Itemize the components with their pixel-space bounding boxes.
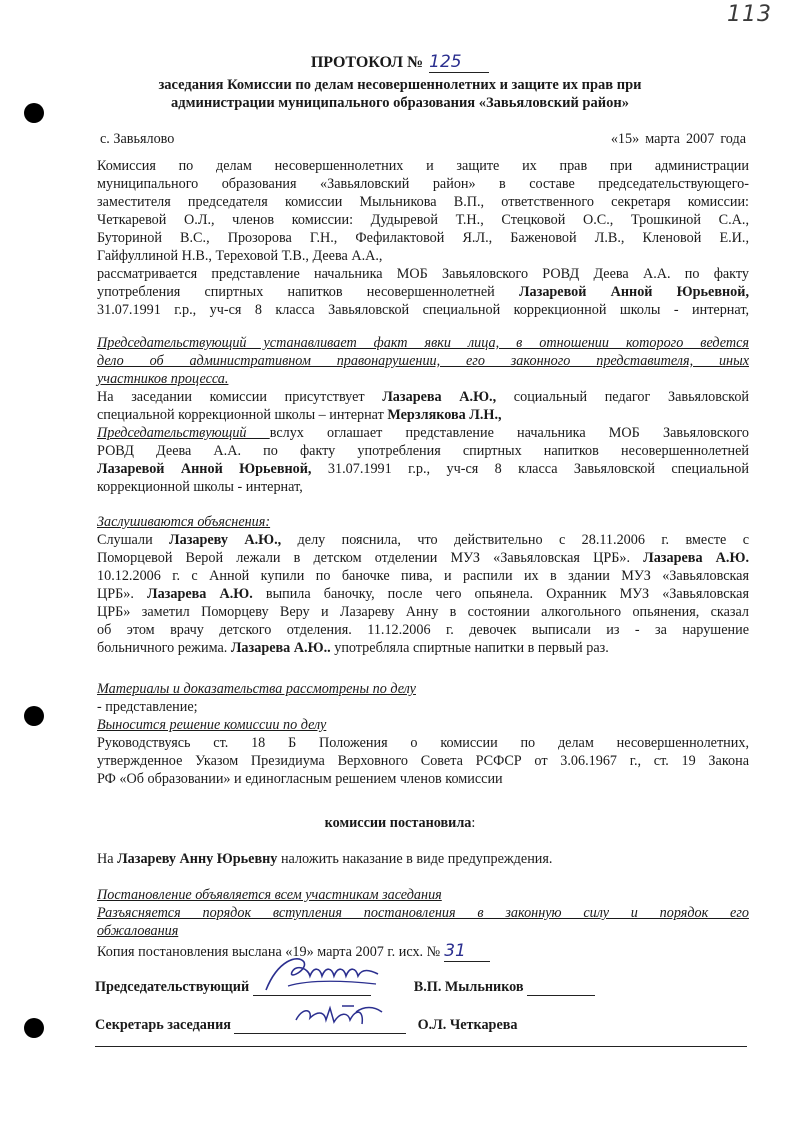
text-line: коррекционной школы - интернат, [97,479,303,495]
text-span: 31.07.1991 г.р., уч-ся 8 класса Завьяловской специальной [311,461,749,477]
person-name: Лазарева А.Ю. [147,586,253,602]
text-line [97,406,749,424]
text-line [97,549,749,567]
title-text: ПРОТОКОЛ № [310,54,424,71]
text-line: Комиссия по делам несовершеннолетних и защите их прав при администрации [97,158,749,174]
text-line [97,531,749,549]
chair-label: Председательствующий [95,979,250,995]
role-heading: Председательствующий [97,425,270,441]
person-name: Лазарева А.Ю.. [230,640,331,656]
text-line [97,388,749,406]
document-subtitle [0,76,800,112]
page-number-handwritten: 113 [727,2,772,27]
place: с. Завьялово [100,131,175,147]
section-heading: Материалы и доказательства рассмотрены по делу [97,681,416,697]
date-suffix: года [720,131,746,147]
text-span: На [97,851,118,867]
text-span: делу пояснила, что действительно с 28.11.2006 г. вместе с [281,532,750,548]
person-name: Лазарева А.Ю. [643,550,749,566]
text-line [97,850,749,868]
text-line [97,460,749,478]
text-line: муниципального образования «Завьяловский район» в составе председательствующего- [97,176,749,192]
person-name: Лазаревой Анной Юрьевной, [97,461,312,477]
text-line: РОВД Деева А.А. по факту употребления спиртных напитков несовершеннолетней [97,443,749,459]
meeting-date [605,130,746,148]
protocol-number-field [429,53,489,73]
hearing-section [97,513,749,657]
person-name: Лазареву Анну Юрьевну [117,851,278,867]
text-line: об этом врачу детского отделения. 11.12.2006 г. девочек выписали из - за нарушение [97,622,749,638]
secretary-name: О.Л. Четкарева [417,1017,518,1033]
section-heading: обжалования [97,923,179,939]
announce-section [97,886,749,940]
text-span: социальный педагог Завьяловской [496,389,750,405]
text-span: ЦРБ». [97,586,147,602]
copy-text: Копия постановления выслана «19» марта 2007 г. исх. № [97,944,441,960]
presence-section [97,334,749,496]
person-name: Мерзлякова Л.Н., [387,407,502,423]
intro-paragraph [97,157,749,319]
materials-section [97,680,749,788]
sanction-line [97,850,749,868]
person-name: Лазарева А.Ю., [382,389,497,405]
text-line: РФ «Об образовании» и единогласным решением членов комиссии [97,771,503,787]
section-heading: Председательствующий устанавливает факт явки лица, в отношении которого ведется [97,335,749,351]
text-span: Слушали [97,532,170,548]
section-heading: Разъясняется порядок вступления постановления в законную силу и порядок его [97,905,749,921]
text-line [97,283,749,301]
section-heading: Заслушиваются объяснения: [97,514,271,530]
protocol-number: 125 [429,52,462,72]
text-span: больничного режима. [97,640,231,656]
text-line: Четкаревой О.Л., членов комиссии: Дудыревой Т.Н., Стецковой О.С., Трошкиной С.А., [97,212,749,228]
outgoing-number: 31 [444,941,466,961]
text-line: заместителя председателя комиссии Мыльникова В.П., ответственного секретаря комиссии: [97,194,749,210]
text-line [97,585,749,603]
text-line: рассматривается представление начальника МОБ Завьяловского РОВД Деева А.А. по факту [97,266,749,282]
text-span: употребляла спиртные напитки в первый раз. [330,640,609,656]
resolution-colon: : [471,815,476,831]
secretary-signature [290,998,390,1038]
secretary-label: Секретарь заседания [95,1017,231,1033]
text-line: 31.07.1991 г.р., уч-ся 8 класса Завьяловской специальной коррекционной школы - интернат, [97,302,749,318]
text-span: На заседании комиссии присутствует [97,389,383,405]
text-line: 10.12.2006 г. с Анной купили по баночке пива, и распили их в здании МУЗ «Завьяловская [97,568,749,584]
date-day: «15» [610,131,640,147]
text-line: Гайфуллиной Н.В., Тереховой Т.В., Деева А.А., [97,248,383,264]
text-span: наложить наказание в виде предупреждения. [277,851,553,867]
chair-signature [258,950,388,1000]
text-span: выпила баночку, после чего опьянела. Охранник МУЗ «Завьяловская [252,586,749,602]
resolution-heading [0,814,800,832]
chair-name-line [527,981,595,996]
resolution-label: комиссии постановила [324,815,472,831]
punch-hole [24,706,44,726]
person-name: Лазаревой Анной Юрьевной, [518,284,749,300]
text-line: Руководствуясь ст. 18 Б Положения о комиссии по делам несовершеннолетних, [97,735,749,751]
person-name: Лазареву А.Ю., [169,532,282,548]
outgoing-number-field [444,942,490,962]
list-item: - представление; [97,699,198,715]
subtitle-line: администрации муниципального образования «Завьяловский район» [171,95,629,111]
section-heading: Выносится решение комиссии по делу [97,717,327,733]
text-line: ЦРБ» заметил Поморцеву Веру и Лазареву Анну в состоянии алкогольного опьянения, сказал [97,604,749,620]
section-heading: Постановление объявляется всем участникам заседания [97,887,442,903]
bottom-rule [95,1046,747,1047]
punch-hole [24,1018,44,1038]
chair-name: В.П. Мыльников [413,979,524,995]
text-span: Поморцевой Верой лежали в детском отделении МУЗ «Завьяловская ЦРБ». [97,550,644,566]
section-heading: дело об административном правонарушении, его законного представителя, иных [97,353,749,369]
date-month: марта [645,131,680,147]
text-line [97,639,749,657]
text-span: специальной коррекционной школы – интернат [97,407,388,423]
section-heading: участников процесса. [97,371,229,387]
text-line [97,424,749,442]
document-title [0,53,800,73]
subtitle-line: заседания Комиссии по делам несовершеннолетних и защите их прав при [158,77,642,93]
text-span: вслух оглашает представление начальника МОБ Завьяловского [269,425,750,441]
date-year: 2007 [685,131,715,147]
text-line: Буториной В.С., Прозорова Г.Н., Фефилактовой Я.Л., Баженовой Л.В., Кленовой Е.И., [97,230,749,246]
text-span: употребления спиртных напитков несовершеннолетней [97,284,519,300]
text-line: утвержденное Указом Президиума Верховного Совета РСФСР от 3.06.1967 г., ст. 19 Закона [97,753,749,769]
